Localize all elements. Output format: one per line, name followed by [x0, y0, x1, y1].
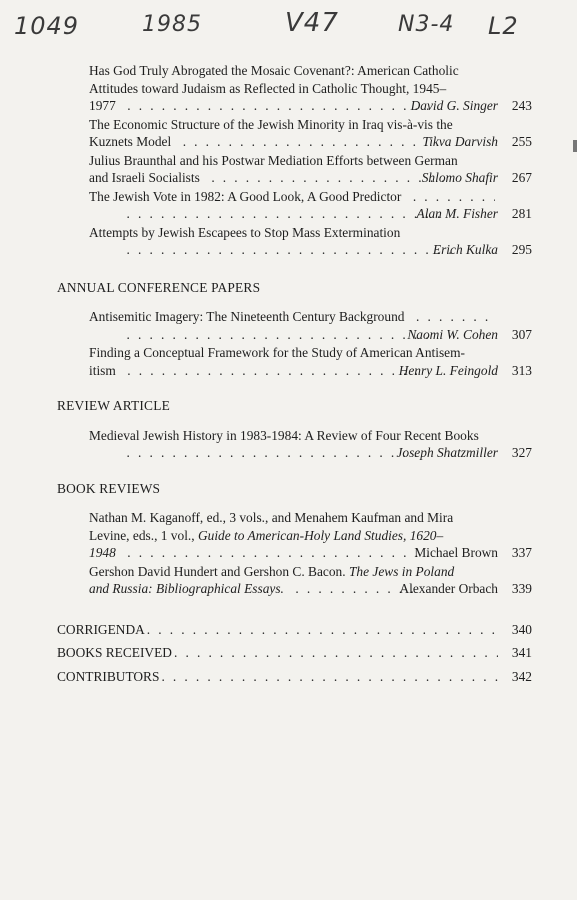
- dot-leader: [174, 133, 445, 151]
- entry-leader-row: [115, 205, 498, 223]
- dot-leader: [407, 308, 495, 326]
- handwritten-issue: N3-4: [398, 12, 455, 37]
- entry-title-row: [89, 308, 498, 326]
- dot-leader: [119, 97, 434, 115]
- toc-entry: [89, 152, 532, 187]
- entry-title-line: Has God Truly Abrogated the Mosaic Covenant?: American Catholic: [89, 63, 459, 78]
- entry-leader-row: [89, 544, 498, 562]
- dot-leader: [119, 362, 422, 380]
- entry-leader-row: [115, 326, 498, 344]
- toc-entry: [89, 62, 532, 115]
- handwritten-copy: L2: [488, 12, 519, 40]
- dot-leader: [118, 241, 456, 259]
- handwritten-year: 1985: [142, 12, 202, 37]
- entry-page-number: 340: [511, 621, 532, 637]
- entry-page-number: 313: [511, 362, 532, 378]
- entry-author: Erich Kulka: [432, 242, 498, 257]
- entry-page-number: 342: [511, 668, 532, 684]
- dot-leader: [161, 668, 498, 686]
- toc-entry: [89, 509, 532, 562]
- entry-title-line: Attempts by Jewish Escapees to Stop Mass Extermination: [89, 224, 401, 240]
- entry-title-line: Attitudes toward Judaism as Reflected in Catholic Thought, 1945–: [89, 80, 447, 96]
- section-heading: REVIEW ARTICLE: [57, 398, 170, 413]
- spacer: [57, 599, 532, 621]
- entry-title-tail: itism: [89, 362, 116, 378]
- entry-author: Alexander Orbach: [399, 581, 498, 596]
- entry-title-line: Finding a Conceptual Framework for the Study of American Antisem-: [89, 345, 465, 360]
- entry-leader-row: [89, 169, 498, 187]
- entry-leader-row: [89, 362, 498, 380]
- toc-entry: [89, 224, 532, 259]
- misc-label: CORRIGENDA: [57, 621, 145, 637]
- entry-book-title: and Russia: Bibliographical Essays.: [89, 581, 284, 596]
- dot-leader: [404, 188, 495, 206]
- entry-book-title: 1948: [89, 545, 116, 560]
- entry-title-tail: 1977: [89, 98, 116, 113]
- misc-label: BOOKS RECEIVED: [57, 645, 172, 660]
- entry-title-line: The Economic Structure of the Jewish Minority in Iraq vis-à-vis the: [89, 116, 453, 132]
- section-heading: BOOK REVIEWS: [57, 480, 161, 496]
- entry-author: Michael Brown: [414, 545, 498, 560]
- entry-leader-row: [89, 133, 498, 151]
- dot-leader: [174, 644, 498, 662]
- entry-author: Joseph Shatzmiller: [396, 445, 498, 460]
- handwritten-accession-number: 1049: [14, 12, 80, 40]
- table-of-contents: [57, 62, 532, 691]
- entry-book-title: Guide to American-Holy Land Studies, 1620–: [197, 527, 444, 543]
- handwritten-annotation: [0, 6, 577, 46]
- entry-page-number: 327: [511, 445, 532, 460]
- entry-author: Shlomo Shafir: [421, 170, 498, 185]
- entry-title-line: Nathan M. Kaganoff, ed., 3 vols., and Menahem Kaufman and Mira: [89, 510, 454, 525]
- dot-leader: [147, 621, 498, 639]
- entry-author: Naomi W. Cohen: [407, 326, 498, 342]
- misc-label: CONTRIBUTORS: [57, 668, 160, 684]
- entry-page-number: 243: [511, 98, 532, 113]
- entry-author: David G. Singer: [410, 98, 498, 113]
- entry-title-line: The Jewish Vote in 1982: A Good Look, A Good Predictor: [89, 188, 402, 204]
- entry-title-line: [89, 563, 498, 581]
- entry-title-tail: Kuznets Model: [89, 134, 172, 149]
- entry-page-number: 267: [511, 170, 532, 185]
- entry-book-title: The Jews in Poland: [348, 563, 455, 579]
- entry-page-number: 339: [511, 581, 532, 596]
- dot-leader: [203, 169, 445, 187]
- toc-misc-entry: [57, 644, 532, 662]
- entry-title-text: Levine, eds., 1 vol.,: [89, 527, 198, 543]
- entry-page-number: 295: [511, 242, 532, 257]
- scan-edge-mark: [573, 140, 577, 152]
- entry-title-line: [89, 527, 498, 545]
- entry-page-number: 341: [511, 645, 532, 660]
- toc-entry: [89, 116, 532, 151]
- toc-entry: [89, 308, 532, 343]
- entry-page-number: 255: [511, 134, 532, 149]
- entry-title-text: Gershon David Hundert and Gershon C. Bacon.: [89, 563, 349, 579]
- entry-leader-row: [115, 241, 498, 259]
- toc-entry: [89, 188, 532, 223]
- toc-entry: [89, 563, 532, 598]
- entry-leader-row: [89, 580, 498, 598]
- entry-title-line: Antisemitic Imagery: The Nineteenth Century Background: [89, 309, 405, 324]
- toc-entry: [89, 344, 532, 379]
- entry-author: Alan M. Fisher: [416, 206, 498, 221]
- entry-leader-row: [115, 444, 498, 462]
- entry-page-number: 307: [511, 326, 532, 342]
- section-heading: ANNUAL CONFERENCE PAPERS: [57, 279, 261, 295]
- dot-leader: [118, 326, 430, 344]
- entry-title-tail: and Israeli Socialists: [89, 170, 200, 185]
- entry-page-number: 337: [511, 545, 532, 560]
- dot-leader: [118, 444, 419, 462]
- toc-misc-entry: [57, 668, 532, 686]
- entry-author: Henry L. Feingold: [398, 362, 498, 378]
- dot-leader: [119, 544, 438, 562]
- entry-title-line: Julius Braunthal and his Postwar Mediation Efforts between German: [89, 152, 458, 168]
- toc-misc-entry: [57, 621, 532, 639]
- handwritten-volume: V47: [285, 8, 339, 38]
- entry-leader-row: [89, 97, 498, 115]
- toc-entry: [89, 427, 532, 462]
- entry-title-line: Medieval Jewish History in 1983-1984: A Review of Four Recent Books: [89, 427, 479, 443]
- entry-title-row: [89, 188, 498, 206]
- dot-leader: [118, 205, 440, 223]
- entry-author: Tikva Darvish: [422, 134, 498, 149]
- entry-page-number: 281: [511, 206, 532, 221]
